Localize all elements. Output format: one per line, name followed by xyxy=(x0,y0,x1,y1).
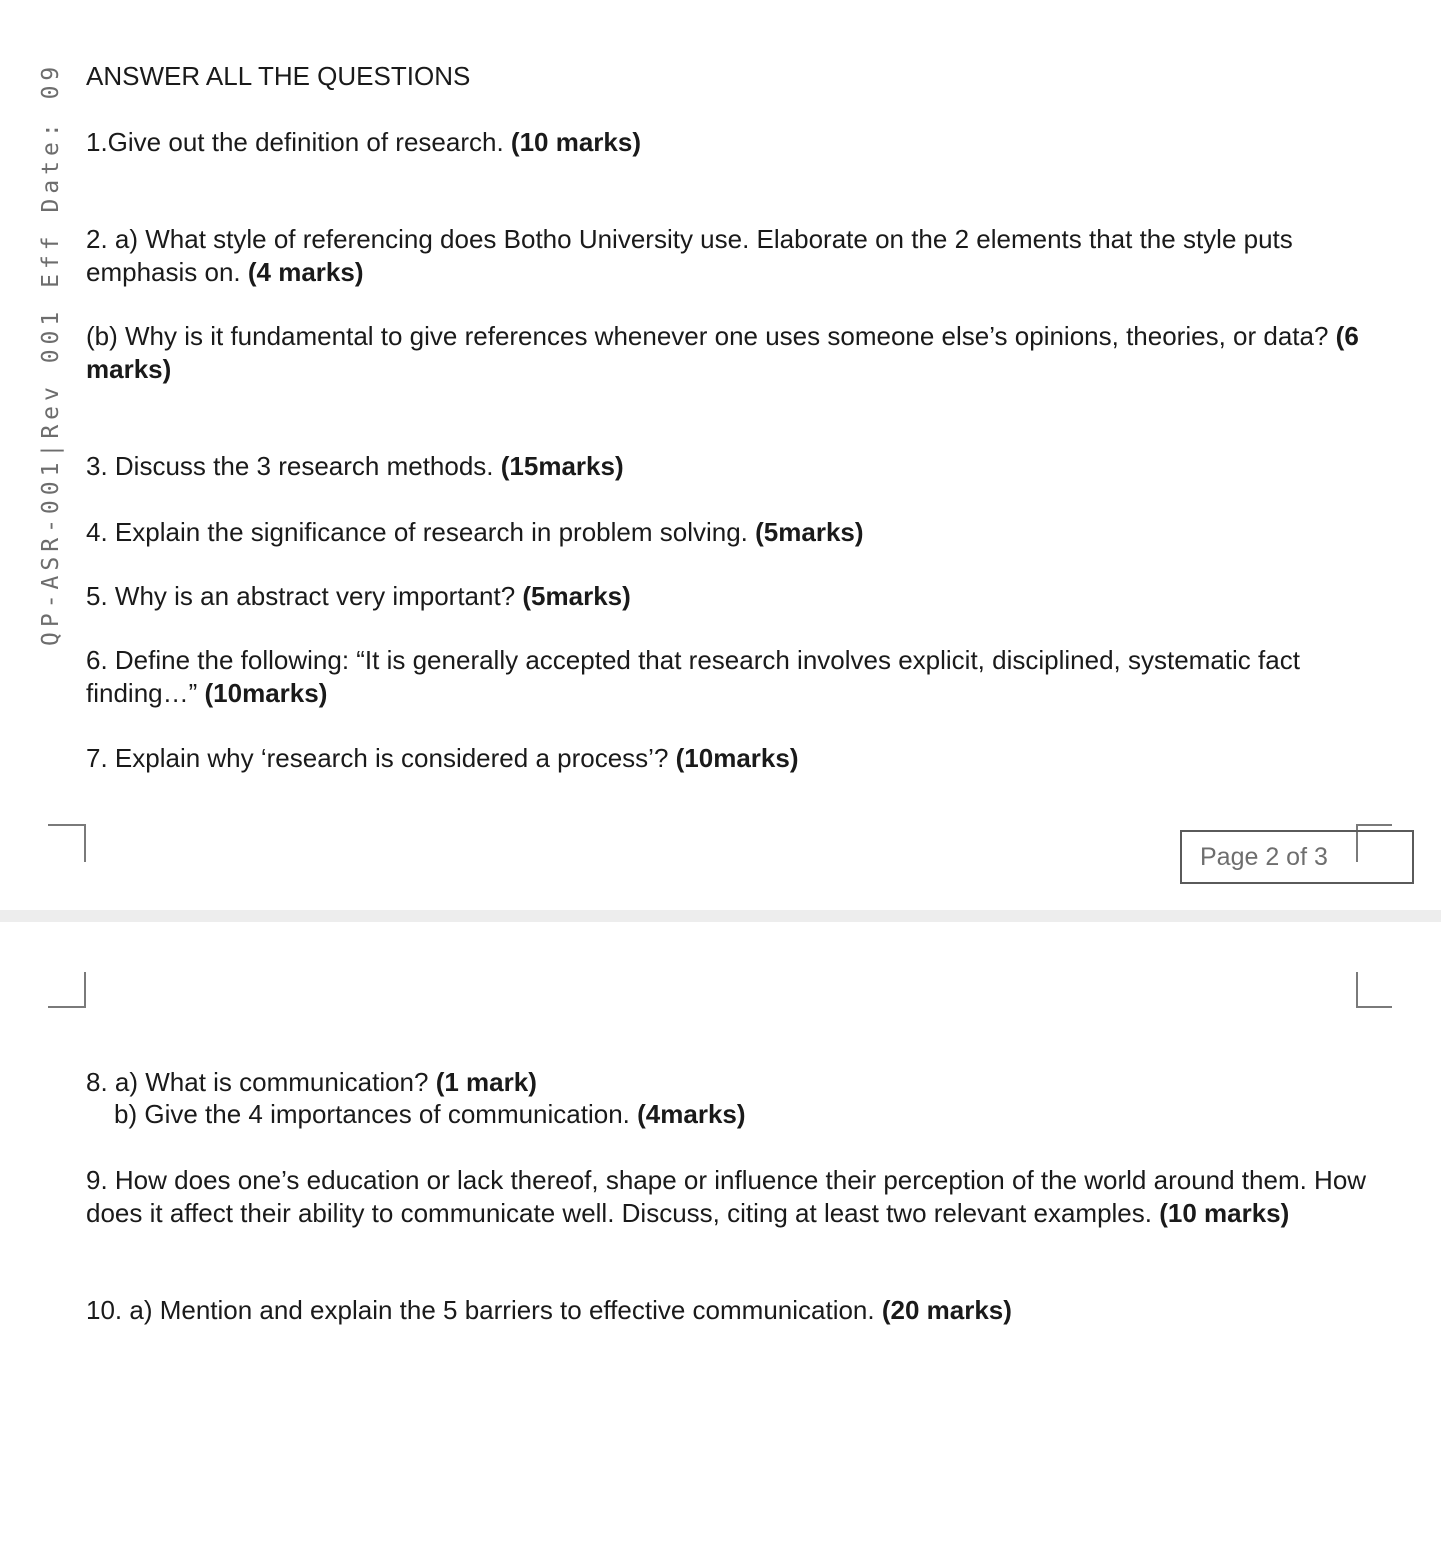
question-marks: (10 marks) xyxy=(510,127,641,157)
question-marks: (10marks) xyxy=(204,678,328,708)
page-number: Page 2 of 3 xyxy=(1200,843,1328,871)
question-10a xyxy=(86,1294,1376,1327)
question-text: 6. Define the following: “It is generally accepted that research involves explicit, disciplined, systematic fact finding…” xyxy=(86,645,1300,708)
question-marks: (15marks) xyxy=(500,451,624,481)
question-marks: (20 marks) xyxy=(881,1295,1012,1325)
question-marks: (10 marks) xyxy=(1159,1198,1290,1228)
question-9 xyxy=(86,1164,1376,1230)
question-marks: (4 marks) xyxy=(247,257,364,287)
page-number-box xyxy=(1180,830,1414,884)
question-marks: (4marks) xyxy=(637,1099,746,1129)
question-2b xyxy=(86,320,1376,386)
question-text: (b) Why is it fundamental to give references whenever one uses someone else’s opinions, theories, or data? xyxy=(86,321,1336,351)
instruction-text: ANSWER ALL THE QUESTIONS xyxy=(86,61,471,91)
question-5 xyxy=(86,580,1376,613)
question-8b xyxy=(86,1098,1404,1131)
question-text: 9. How does one’s education or lack thereof, shape or influence their perception of the world around them. How does it affect their ability to communicate well. Discuss, citing at least two relevant examples. xyxy=(86,1165,1367,1228)
question-4 xyxy=(86,516,1376,549)
question-text: 5. Why is an abstract very important? xyxy=(86,581,523,611)
question-text: b) Give the 4 importances of communication. xyxy=(114,1099,638,1129)
document-control-code-text: QP-ASR-001|Rev 001 Eff Date: 09 xyxy=(38,61,64,646)
page-separator xyxy=(0,910,1441,922)
question-text: 2. a) What style of referencing does Botho University use. Elaborate on the 2 elements that the style puts emphasis on. xyxy=(86,224,1293,287)
question-text: 3. Discuss the 3 research methods. xyxy=(86,451,501,481)
crop-mark xyxy=(1356,972,1392,1008)
question-text: 10. a) Mention and explain the 5 barriers to effective communication. xyxy=(86,1295,882,1325)
question-7 xyxy=(86,742,1376,775)
question-marks: (5marks) xyxy=(755,517,864,547)
question-8a xyxy=(86,1066,1376,1099)
question-text: 8. a) What is communication? xyxy=(86,1067,436,1097)
question-marks: (10marks) xyxy=(675,743,799,773)
question-text: 1.Give out the definition of research. xyxy=(86,127,511,157)
question-marks: (5marks) xyxy=(522,581,631,611)
instruction-heading xyxy=(86,60,1376,93)
question-3 xyxy=(86,450,1376,483)
document-control-code xyxy=(24,0,70,690)
question-2a xyxy=(86,223,1376,289)
crop-mark xyxy=(48,972,86,1008)
question-text: 4. Explain the significance of research in problem solving. xyxy=(86,517,756,547)
question-1 xyxy=(86,126,1376,159)
question-text: 7. Explain why ‘research is considered a process’? xyxy=(86,743,676,773)
question-marks: (1 mark) xyxy=(435,1067,537,1097)
question-6 xyxy=(86,644,1376,710)
question-marks: (6 marks) xyxy=(86,321,1359,384)
crop-mark xyxy=(48,824,86,862)
